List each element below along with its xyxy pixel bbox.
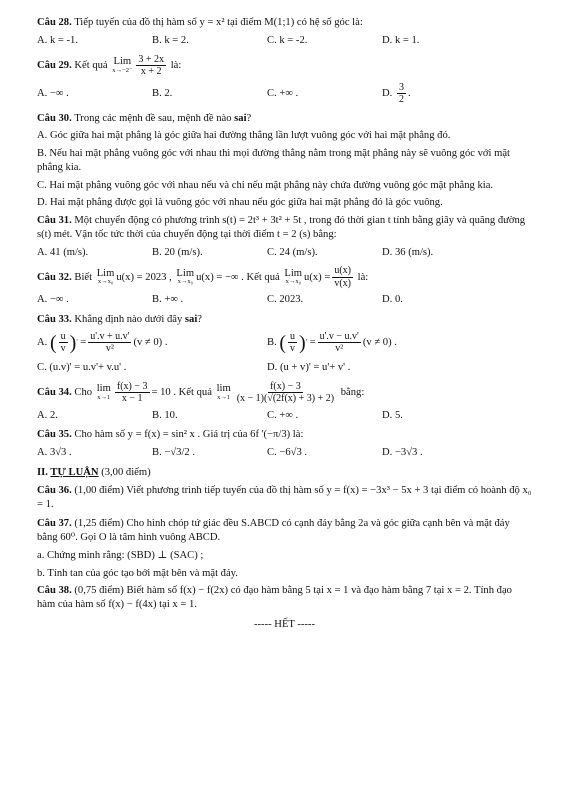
q34-limit-2: [217, 384, 231, 401]
q34-options: [37, 409, 532, 423]
q32-options: [37, 293, 532, 307]
q32-limit-3: [284, 269, 302, 286]
question-32: [37, 265, 532, 307]
q34-post: bằng:: [340, 386, 365, 398]
q37-part-a: a. Chứng minh rằng: (SBD) ⊥ (SAC) ;: [37, 549, 204, 561]
q32-option-c[interactable]: C. 2023.: [267, 294, 304, 306]
q33-bold: sai: [184, 314, 198, 326]
q33-option-b[interactable]: B. ( $\frac{u}{v}$ ) ' = $\frac{u'.v - u.v'}{\text{v²}}$ (v ≠ 0) .: [267, 330, 397, 355]
q31-label: Câu 31.: [37, 215, 72, 227]
q33-tail: ?: [197, 314, 202, 326]
q33-a-post: (v ≠ 0) .: [133, 337, 168, 349]
q33-b-den: v²: [335, 343, 344, 355]
q34-label: Câu 34.: [37, 386, 72, 398]
q29-post: là:: [170, 59, 182, 71]
q28-text: Tiếp tuyến của đồ thị hàm số y = x² tại điểm M(1;1) có hệ số góc là:: [74, 17, 363, 28]
q34-den1: x − 1: [121, 393, 143, 405]
q32-limit-2: [176, 269, 194, 286]
q33-b-prime: ': [305, 338, 307, 347]
q32-lim3-sub: x→x₀: [285, 278, 301, 286]
q29-option-b[interactable]: B. 2.: [152, 87, 173, 99]
q29-option-d-label: D.: [382, 87, 393, 99]
q32-pre: Biết: [74, 271, 93, 283]
q32-lim2-sub: x→x₀: [177, 278, 193, 286]
q30-option-d[interactable]: D. Hai mặt phẳng được gọi là vuông góc với nhau nếu góc giữa hai mặt phẳng đó là góc vuông.: [37, 197, 443, 209]
q28-label: Câu 28.: [37, 17, 72, 28]
q28-option-d[interactable]: D. k = 1.: [382, 34, 420, 46]
q35-text: Cho hàm số y = f(x) = sin² x . Giá trị của 6f '(−π/3) là:: [74, 429, 304, 441]
q33-a-u: u: [60, 330, 66, 342]
q34-option-a[interactable]: A. 2.: [37, 409, 58, 421]
q30-bold: sai: [234, 112, 247, 124]
q29-numerator: 3 + 2x: [138, 53, 165, 65]
q34-lim1-sub: x→1: [97, 393, 111, 401]
question-34: [37, 381, 532, 423]
q28-option-c[interactable]: C. k = -2.: [267, 34, 308, 46]
q38-label: Câu 38.: [37, 585, 72, 597]
question-35: [37, 428, 532, 460]
q30-option-a[interactable]: A. Góc giữa hai mặt phẳng là góc giữa hai đường thẳng lần lượt vuông góc với hai mặt phẳng đó.: [37, 130, 451, 142]
q32-u-eq: u(x) =: [304, 271, 331, 283]
q29-d-num: 3: [398, 81, 404, 93]
q32-option-a[interactable]: A. −∞ .: [37, 294, 69, 306]
q34-lim2-word: lim: [216, 383, 231, 395]
q33-b-uv: [288, 331, 297, 355]
q33-a-v: v: [60, 343, 66, 355]
section-heading: [37, 466, 532, 480]
section-number: II.: [37, 467, 48, 479]
q32-option-b[interactable]: B. +∞ .: [152, 294, 184, 306]
q32-post: là:: [357, 271, 369, 283]
question-29: [37, 54, 532, 106]
q34-fraction-1: [115, 381, 150, 405]
q36-label: Câu 36.: [37, 484, 72, 496]
q33-b-pre: B.: [267, 337, 277, 349]
q34-num2: f(x) − 3: [270, 380, 301, 392]
q30-text: Trong các mệnh đề sau, mệnh đề nào: [74, 112, 232, 124]
q28-options: [37, 34, 532, 48]
q32-lim3-word: Lim: [284, 267, 303, 279]
q33-a-paren-close: ): [69, 331, 77, 354]
q33-a-den: v²: [105, 343, 114, 355]
q31-option-c[interactable]: C. 24 (m/s).: [267, 246, 318, 258]
q28-option-a[interactable]: A. k = -1.: [37, 34, 78, 46]
q31-option-d[interactable]: D. 36 (m/s).: [382, 246, 434, 258]
question-36: [37, 484, 532, 512]
q33-b-paren-close: ): [299, 331, 306, 354]
question-31: [37, 214, 532, 259]
q33-b-num: u'.v − u.v': [319, 330, 359, 342]
q29-lim-word: Lim: [113, 55, 132, 67]
q32-option-d[interactable]: D. 0.: [382, 294, 403, 306]
q30-option-c[interactable]: C. Hai mặt phẳng vuông góc với nhau nếu và chỉ nếu mặt phẳng này chứa đường vuông góc mặt phẳng kia.: [37, 179, 494, 191]
q34-lim2-sub: x→1: [217, 393, 231, 401]
q33-options-cd: [37, 361, 532, 375]
q33-option-c[interactable]: C. (u.v)' = u.v'+ v.u' .: [37, 361, 127, 373]
q31-options: [37, 246, 532, 260]
q35-option-c[interactable]: C. −6√3 .: [267, 447, 308, 459]
q33-a-fraction: [88, 331, 131, 355]
q29-fraction: [136, 54, 166, 78]
q34-fraction-2: [235, 381, 336, 405]
q31-option-b[interactable]: B. 20 (m/s).: [152, 246, 203, 258]
q34-option-b[interactable]: B. 10.: [152, 409, 178, 421]
question-30: [37, 112, 532, 211]
q33-b-u: u: [290, 330, 296, 342]
q32-label: Câu 32.: [37, 271, 72, 283]
q33-a-num: u'.v + u.v': [90, 330, 130, 342]
q32-part2: u(x) = −∞ . Kết quả: [196, 271, 280, 283]
q32-limit-1: [97, 269, 115, 286]
q32-lim1-word: Lim: [96, 267, 115, 279]
q34-limit-1: [97, 384, 111, 401]
q30-tail: ?: [246, 112, 252, 124]
q35-options: [37, 446, 532, 460]
q33-b-post: (v ≠ 0) .: [362, 337, 397, 349]
q30-option-b[interactable]: B. Nếu hai mặt phẳng vuông góc với nhau thì mọi đường thẳng nằm trong mặt phẳng này sẽ vuông góc với mặt phẳng kia.: [37, 148, 510, 173]
q32-lim1-sub: x→x₀: [97, 278, 114, 286]
q29-option-d[interactable]: D. $\frac{3}{2}$ .: [382, 81, 411, 106]
section-points: (3,00 điểm): [101, 467, 151, 479]
q33-a-prime: ': [76, 338, 78, 347]
q34-lim1-word: lim: [96, 383, 111, 395]
q29-option-d-fraction: [397, 82, 406, 106]
q33-option-d[interactable]: D. (u + v)' = u'+ v' .: [267, 361, 351, 373]
q34-option-d[interactable]: D. 5.: [382, 409, 403, 421]
q33-a-pre: A.: [37, 337, 48, 349]
q32-lim2-word: Lim: [176, 267, 195, 279]
q29-pre: Kết quả: [74, 59, 108, 71]
q33-b-paren-open: (: [279, 331, 287, 354]
q37-label: Câu 37.: [37, 518, 72, 530]
q38-text: (0,75 điểm) Biết hàm số f(x) − f(2x) có đạo hàm bằng 5 tại x = 1 và đạo hàm bằng 7 tại x = 2. Tính đạo hàm của hàm số f(x) − f(4x) tại x = 1.: [37, 585, 512, 611]
q35-option-b[interactable]: B. −√3/2 .: [152, 447, 195, 459]
q29-option-a[interactable]: A. −∞ .: [37, 87, 69, 99]
q35-option-d[interactable]: D. −3√3 .: [382, 447, 423, 459]
q33-options-ab: [37, 331, 532, 355]
q34-mid: = 10 . Kết quả: [151, 386, 212, 398]
q35-label: Câu 35.: [37, 429, 72, 441]
q29-label: Câu 29.: [37, 59, 72, 71]
question-37: [37, 517, 532, 580]
q36-text: (1,00 điểm) Viết phương trình tiếp tuyến của đồ thị hàm số y = f(x) = −3x³ − 5x + 3 tại điểm có hoành độ x₀ = 1.: [37, 484, 532, 510]
q34-num1: f(x) − 3: [116, 380, 148, 392]
q32-part1: u(x) = 2023 ,: [116, 271, 172, 283]
end-marker: ----- HẾT -----: [254, 618, 315, 630]
q29-d-den: 2: [398, 94, 404, 106]
q31-text: Một chuyển động có phương trình s(t) = 2t³ + 3t² + 5t , trong đó thời gian t tính bằng giây và quãng đường s(t) mét. Vận tốc tức thời của chuyển động tại thời điểm t = 2 (s) bằng:: [37, 215, 526, 240]
q32-numerator: u(x): [334, 265, 351, 277]
q29-denominator: x + 2: [140, 66, 162, 78]
q30-label: Câu 30.: [37, 112, 72, 124]
q33-b-v: v: [290, 343, 296, 355]
q34-pre: Cho: [74, 386, 93, 398]
q35-option-a[interactable]: A. 3√3 .: [37, 447, 72, 459]
q29-limit: [112, 57, 132, 74]
q33-label: Câu 33.: [37, 314, 72, 326]
q34-option-c[interactable]: C. +∞ .: [267, 409, 299, 421]
q33-b-fraction: [318, 331, 361, 355]
q29-option-c[interactable]: C. +∞ .: [267, 87, 299, 99]
q28-option-b[interactable]: B. k = 2.: [152, 34, 189, 46]
q33-text: Khẳng định nào dưới đây: [74, 314, 183, 326]
q33-a-paren-open: (: [49, 331, 57, 354]
question-38: [37, 584, 532, 612]
q37-text: (1,25 điểm) Cho hình chóp tứ giác đều S.ABCD có cạnh đáy bằng 2a và góc giữa cạnh bên và mặt đáy bằng 60⁰. Gọi O là tâm hình vuông ABCD.: [37, 518, 510, 544]
q29-options: [37, 82, 532, 106]
q34-den2: (x − 1)(√(2f(x) + 3) + 2): [236, 393, 335, 405]
question-28: [37, 16, 532, 48]
q32-fraction: [332, 265, 353, 289]
q37-part-b: b. Tính tan của góc tạo bởi mặt bên và mặt đáy.: [37, 567, 238, 579]
q33-option-a[interactable]: A. ( $\frac{u}{v}$ ) ' = $\frac{u'.v + u.v'}{\text{v²}}$ (v ≠ 0) .: [37, 330, 168, 355]
question-33: [37, 313, 532, 375]
q33-a-uv: [59, 331, 68, 355]
q29-lim-sub: x→−2⁻: [112, 66, 133, 74]
q32-denominator: v(x): [334, 277, 351, 289]
section-title: TỰ LUẬN: [50, 467, 99, 479]
q31-option-a[interactable]: A. 41 (m/s).: [37, 246, 89, 258]
